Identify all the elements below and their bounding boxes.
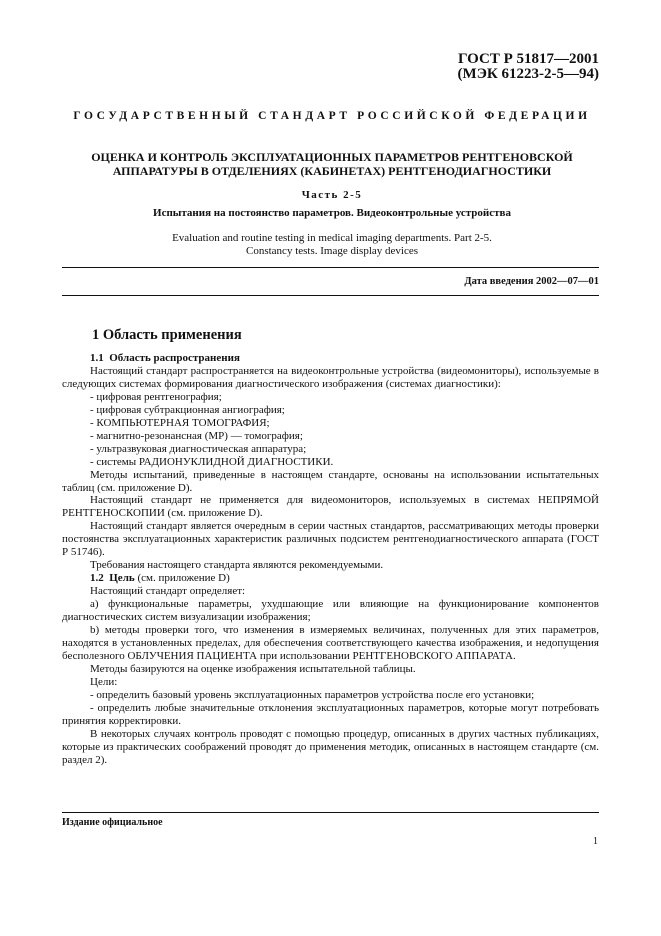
- divider-top: [62, 267, 599, 268]
- divider-date: [62, 295, 599, 296]
- document-title: [62, 150, 602, 178]
- list-item: - цифровая субтракционная ангиография;: [90, 403, 285, 416]
- paragraph: - определить любые значительные отклонения эксплуатационных параметров, которые могут потребовать принятия корректировки.: [62, 701, 599, 727]
- subsection-1-1-heading: [62, 352, 599, 365]
- english-title-line-1: Evaluation and routine testing in medical imaging departments. Part 2-5.: [172, 232, 492, 244]
- paragraph: Цели:: [90, 675, 118, 688]
- section-heading: 1 Область применения: [92, 327, 242, 343]
- part-label: Часть 2-5: [301, 189, 363, 201]
- title-line-2: АППАРАТУРЫ В ОТДЕЛЕНИЯХ (КАБИНЕТАХ) РЕНТГЕНОДИАГНОСТИКИ: [112, 164, 552, 178]
- paragraph: Требования настоящего стандарта являются рекомендуемыми.: [90, 559, 384, 572]
- page-number: 1: [593, 836, 598, 847]
- english-title: [62, 232, 602, 258]
- paragraph: Методы базируются на оценке изображения испытательной таблицы.: [90, 662, 416, 675]
- subsection-note: (см. приложение D): [134, 572, 230, 585]
- paragraph: Настоящий стандарт определяет:: [90, 585, 246, 598]
- gost-number: ГОСТ Р 51817—2001: [457, 51, 599, 67]
- introduction-date: Дата введения 2002—07—01: [464, 276, 599, 287]
- list-item: - ультразвуковая диагностическая аппаратура;: [90, 442, 307, 455]
- iec-number: (МЭК 61223-2-5—94): [457, 66, 599, 82]
- subsection-1-2-heading: [62, 572, 599, 585]
- paragraph: Настоящий стандарт распространяется на видеоконтрольные устройства (видеомониторы), используемые в следующих системах формирования диагностического изображения (системах диагностики):: [62, 364, 599, 390]
- subsection-title: Цель: [109, 572, 135, 585]
- paragraph: Настоящий стандарт является очередным в серии частных стандартов, рассматривающих методы проверки постоянства эксплуатационных характеристик различных подсистем рентгенодиагностического аппарата (ГОСТ Р 51746).: [62, 520, 599, 559]
- paragraph: - определить базовый уровень эксплуатационных параметров устройства после его установки;: [90, 688, 535, 701]
- divider-footer: [62, 812, 599, 813]
- part-subtitle: Испытания на постоянство параметров. Видеоконтрольные устройства: [153, 207, 511, 219]
- title-line-1: ОЦЕНКА И КОНТРОЛЬ ЭКСПЛУАТАЦИОННЫХ ПАРАМЕТРОВ РЕНТГЕНОВСКОЙ: [91, 150, 573, 164]
- list-item: - КОМПЬЮТЕРНАЯ ТОМОГРАФИЯ;: [90, 416, 270, 429]
- standard-designation: [458, 52, 599, 82]
- paragraph: b) методы проверки того, что изменения в измеряемых величинах, полученных для этих параметров, находятся в установленных пределах, для обеспечения соответствующего качества изображения, и недопущения бесполезного ОБЛУЧЕНИЯ ПАЦИЕНТА при использовании РЕНТГЕНОВСКОГО АППАРАТА.: [62, 624, 599, 662]
- list-item: - системы РАДИОНУКЛИДНОЙ ДИАГНОСТИКИ.: [90, 455, 334, 468]
- english-title-line-2: Constancy tests. Image display devices: [246, 245, 418, 257]
- subsection-title: Область распространения: [109, 352, 240, 364]
- edition-note: Издание официальное: [62, 817, 163, 828]
- paragraph: Настоящий стандарт не применяется для видеомониторов, используемых в системах НЕПРЯМОЙ РЕНТГЕНОСКОПИИ (см. приложение D).: [62, 494, 599, 520]
- paragraph: В некоторых случаях контроль проводят с помощью процедур, описанных в других частных публикациях, которые из практических соображений проводят до применения методик, описанных в настоящем стандарте (см. раздел 2).: [62, 727, 599, 766]
- subsection-number: 1.2: [90, 572, 104, 585]
- paragraph: Методы испытаний, приведенные в настоящем стандарте, основаны на использовании испытательных таблиц (см. приложение D).: [62, 468, 599, 494]
- paragraph: a) функциональные параметры, ухудшающие или влияющие на функционирование компонентов диагностических систем визуализации изображения;: [62, 598, 599, 624]
- list-item: - магнитно-резонансная (МР) — томография;: [90, 429, 303, 442]
- list-item: - цифровая рентгенография;: [90, 390, 222, 403]
- subsection-number: 1.1: [90, 352, 104, 364]
- body-text: [62, 352, 599, 767]
- state-standard-heading: ГОСУДАРСТВЕННЫЙ СТАНДАРТ РОССИЙСКОЙ ФЕДЕРАЦИИ: [73, 110, 591, 122]
